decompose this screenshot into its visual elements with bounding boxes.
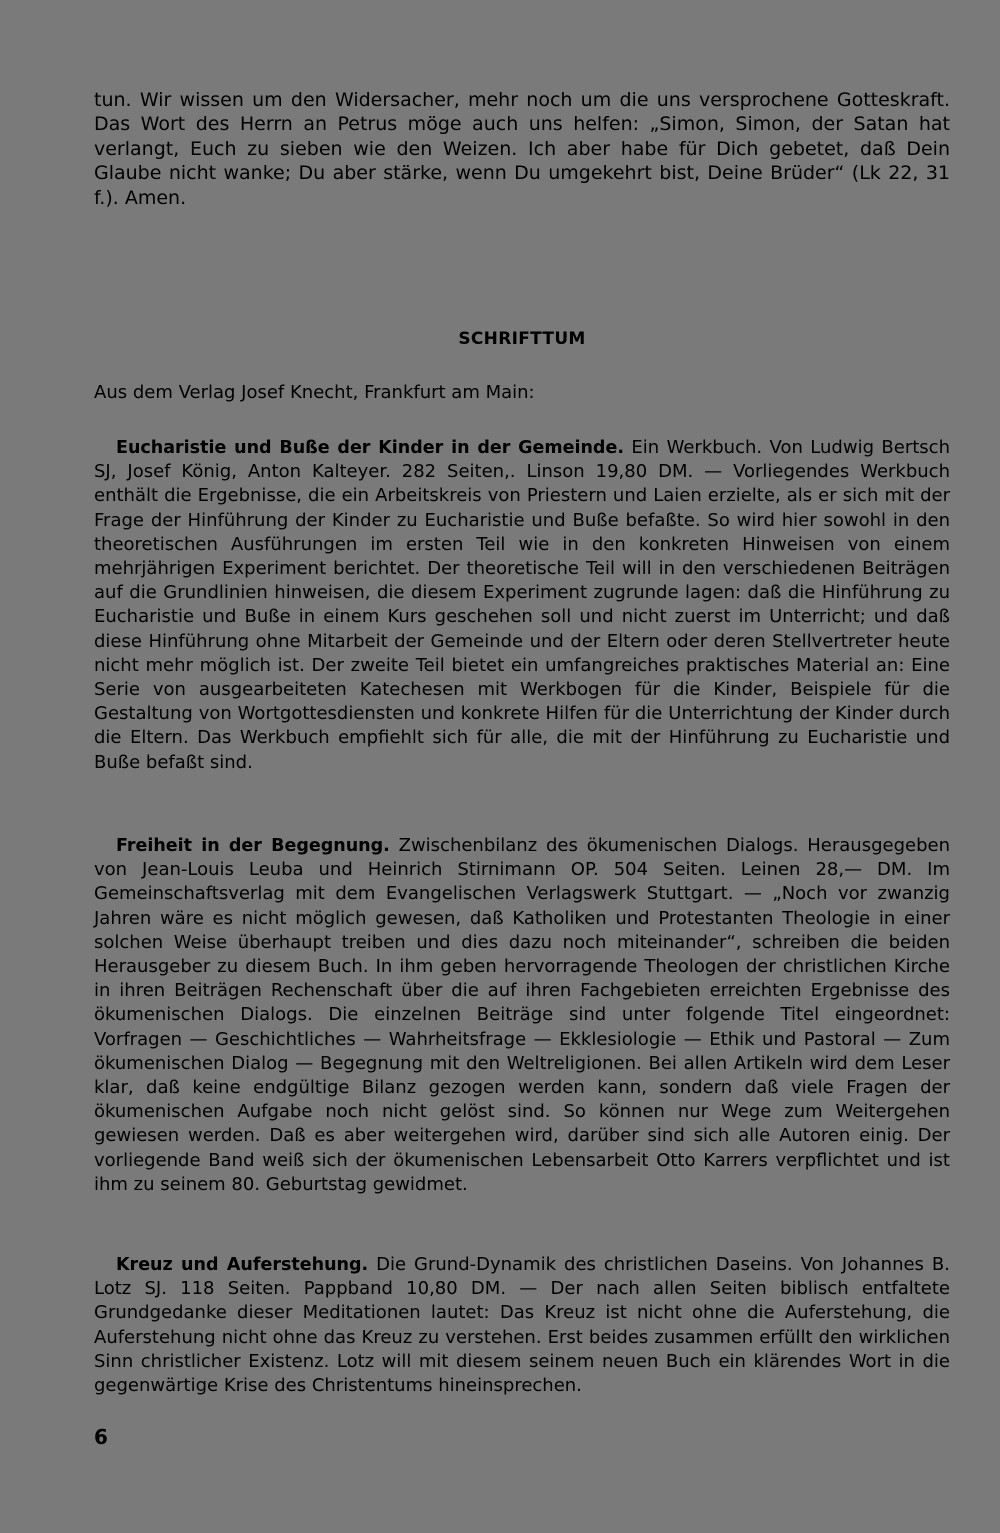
intro-block — [94, 88, 950, 210]
intro-paragraph: tun. Wir wissen um den Widersacher, mehr noch um die uns versprochene Gotteskraft. Das Wort des Herrn an Petrus möge auch uns helfen: „Simon, Simon, der Satan hat verlangt, Euch zu sieben wie den Weizen. Ich aber habe für Dich gebetet, daß Dein Glaube nicht wanke; Du aber stärke, wenn Du umgekehrt bist, Deine Brüder“ (Lk 22, 31 f.). Amen. — [94, 89, 950, 209]
review-1-body: Ein Werkbuch. Von Ludwig Bertsch SJ, Josef König, Anton Kalteyer. 282 Seiten,. Linson 19,80 DM. — Vorliegendes Werkbuch enthält die Ergebnisse, die ein Arbeitskreis von Priestern und Laien erzielte, als er sich mit der Frage der Hinführung der Kinder zu Eucharistie und Buße befaßte. So wird hier sowohl in den theoretischen Ausführungen im ersten Teil wie in den konkreten Hinweisen von einem mehrjährigen Experiment berichtet. Der theoretische Teil will in den verschiedenen Beiträgen auf die Grundlinien hinweisen, die diesem Experiment zugrunde lagen: daß die Hinführung zu Eucharistie und Buße in einem Kurs geschehen soll und nicht zuerst im Unterricht; und daß diese Hinführung ohne Mitarbeit der Gemeinde und der Eltern oder deren Stellvertreter heute nicht mehr möglich ist. Der zweite Teil bietet ein umfangreiches praktisches Material an: Eine Serie von ausgearbeiteten Katechesen mit Werkbogen für die Kinder, Beispiele für die Gestaltung von Wortgottesdiensten und konkrete Hilfen für die Unterrichtung der Kinder durch die Eltern. Das Werkbuch empfiehlt sich für alle, die mit der Hinführung zu Eucharistie und Buße befaßt sind. — [94, 437, 950, 773]
review-2-title: Freiheit in der Begegnung. — [116, 836, 390, 856]
review-3 — [94, 1253, 950, 1398]
review-3-body: Die Grund-Dynamik des christlichen Daseins. Von Johannes B. Lotz SJ. 118 Seiten. Pappband 10,80 DM. — Der nach allen Seiten biblisch entfaltete Grundgedanke dieser Meditationen lautet: Das Kreuz ist nicht ohne die Auferstehung, die Auferstehung nicht ohne das Kreuz zu verstehen. Erst beides zusammen erfüllt den wirklichen Sinn christlicher Existenz. Lotz will mit diesem seinem neuen Buch ein klärendes Wort in die gegenwärtige Krise des Christentums hineinsprechen. — [94, 1254, 950, 1397]
page-number: 6 — [94, 1425, 108, 1449]
review-2-paragraph — [94, 834, 950, 1197]
review-3-paragraph — [94, 1253, 950, 1398]
review-1-paragraph — [94, 436, 950, 775]
review-2-body: Zwischenbilanz des ökumenischen Dialogs. Herausgegeben von Jean-Louis Leuba und Heinrich Stirnimann OP. 504 Seiten. Leinen 28,— DM. Im Gemeinschaftsverlag mit dem Evangelischen Verlagswerk Stuttgart. — „Noch vor zwanzig Jahren wäre es nicht möglich gewesen, daß Katholiken und Protestanten Theologie in einer solchen Weise überhaupt treiben und dies dazu noch miteinander“, schreiben die beiden Herausgeber zu diesem Buch. In ihm geben hervorragende Theologen der christlichen Kirche in ihren Beiträgen Rechenschaft über die auf ihren Fachgebieten erreichten Ergebnisse des ökumenischen Dialogs. Die einzelnen Beiträge sind unter folgende Titel eingeordnet: Vorfragen — Geschichtliches — Wahrheitsfrage — Ekklesiologie — Ethik und Pastoral — Zum ökumenischen Dialog — Begegnung mit den Weltreligionen. Bei allen Artikeln wird dem Leser klar, daß keine endgültige Bilanz gezogen werden kann, sondern daß viele Fragen der ökumenischen Aufgabe noch nicht gelöst sind. So können nur Wege zum Weitergehen gewiesen werden. Daß es aber weitergehen wird, darüber sind sich alle Autoren einig. Der vorliegende Band weiß sich der ökumenischen Lebensarbeit Otto Karrers verpflichtet und ist ihm zu seinem 80. Geburtstag gewidmet. — [94, 835, 950, 1195]
review-1-title: Eucharistie und Buße der Kinder in der Gemeinde. — [116, 438, 624, 458]
publisher-line: Aus dem Verlag Josef Knecht, Frankfurt am Main: — [94, 382, 535, 403]
section-heading: SCHRIFTTUM — [458, 329, 586, 349]
review-3-title: Kreuz und Auferstehung. — [116, 1255, 369, 1275]
review-1 — [94, 436, 950, 775]
review-2 — [94, 834, 950, 1197]
